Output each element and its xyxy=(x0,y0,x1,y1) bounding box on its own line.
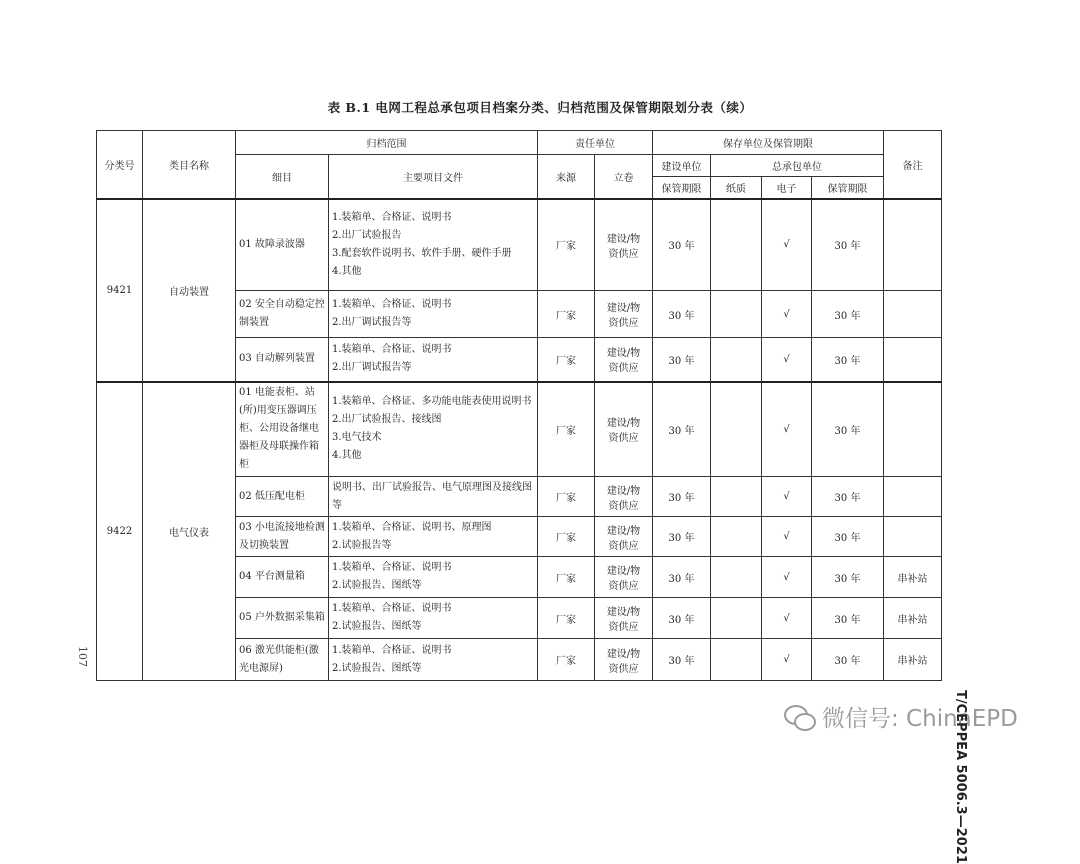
cell-source: 厂家 xyxy=(538,199,595,291)
header-retention: 保存单位及保管期限 xyxy=(653,131,884,155)
cell-remark: 串补站 xyxy=(884,557,942,598)
cell-electronic: √ xyxy=(762,382,812,477)
watermark xyxy=(782,700,1018,733)
wechat-icon xyxy=(782,703,816,731)
cell-electronic: √ xyxy=(762,517,812,557)
cell-class-no: 9421 xyxy=(97,199,143,382)
header-filing: 立卷 xyxy=(595,155,653,199)
cell-detail: 01 故障录波器 xyxy=(236,199,329,291)
cell-epc-keep: 30 年 xyxy=(812,477,884,517)
cell-detail: 01 电能表柜、站(所)用变压器调压柜、公用设备继电器柜及母联操作箱柜 xyxy=(236,382,329,477)
cell-main-docs: 1.装箱单、合格证、说明书 2.出厂试验报告 3.配套软件说明书、软件手册、硬件手册 4.其他 xyxy=(329,199,538,291)
header-paper: 纸质 xyxy=(711,177,762,199)
cell-detail: 03 自动解列装置 xyxy=(236,338,329,382)
page-number: 107 xyxy=(76,646,89,667)
cell-source: 厂家 xyxy=(538,291,595,338)
cell-paper xyxy=(711,639,762,681)
cell-remark xyxy=(884,199,942,291)
cell-build-keep: 30 年 xyxy=(653,291,711,338)
cell-filing: 建设/物资供应 xyxy=(595,382,653,477)
table-header xyxy=(97,131,942,199)
cell-epc-keep: 30 年 xyxy=(812,291,884,338)
cell-main-docs: 1.装箱单、合格证、说明书、原理图 2.试验报告等 xyxy=(329,517,538,557)
cell-paper xyxy=(711,338,762,382)
cell-electronic: √ xyxy=(762,639,812,681)
header-archive-scope: 归档范围 xyxy=(236,131,538,155)
cell-main-docs: 1.装箱单、合格证、说明书 2.出厂调试报告等 xyxy=(329,291,538,338)
header-keep-period: 保管期限 xyxy=(653,177,711,199)
cell-build-keep: 30 年 xyxy=(653,477,711,517)
cell-filing: 建设/物资供应 xyxy=(595,517,653,557)
cell-electronic: √ xyxy=(762,199,812,291)
cell-source: 厂家 xyxy=(538,382,595,477)
cell-remark xyxy=(884,291,942,338)
cell-epc-keep: 30 年 xyxy=(812,199,884,291)
cell-build-keep: 30 年 xyxy=(653,382,711,477)
cell-detail: 03 小电流接地检测及切换装置 xyxy=(236,517,329,557)
table-body xyxy=(97,199,942,681)
cell-source: 厂家 xyxy=(538,557,595,598)
cell-class-name: 自动装置 xyxy=(143,199,236,382)
header-epc-unit: 总承包单位 xyxy=(711,155,884,177)
cell-paper xyxy=(711,477,762,517)
cell-main-docs: 1.装箱单、合格证、说明书 2.试验报告、图纸等 xyxy=(329,557,538,598)
header-keep-period-2: 保管期限 xyxy=(812,177,884,199)
cell-main-docs: 1.装箱单、合格证、说明书 2.出厂调试报告等 xyxy=(329,338,538,382)
cell-epc-keep: 30 年 xyxy=(812,598,884,639)
header-detail: 细目 xyxy=(236,155,329,199)
cell-filing: 建设/物资供应 xyxy=(595,291,653,338)
cell-paper xyxy=(711,199,762,291)
cell-remark: 串补站 xyxy=(884,598,942,639)
cell-main-docs: 1.装箱单、合格证、说明书 2.试验报告、图纸等 xyxy=(329,639,538,681)
cell-build-keep: 30 年 xyxy=(653,517,711,557)
cell-remark xyxy=(884,517,942,557)
header-electronic: 电子 xyxy=(762,177,812,199)
cell-epc-keep: 30 年 xyxy=(812,639,884,681)
standard-code: T/CEPPEA 5006.3—2021 xyxy=(953,690,968,864)
header-responsible: 责任单位 xyxy=(538,131,653,155)
cell-class-name: 电气仪表 xyxy=(143,382,236,681)
table-row xyxy=(97,382,942,477)
table-row xyxy=(97,199,942,291)
cell-filing: 建设/物资供应 xyxy=(595,338,653,382)
header-remark: 备注 xyxy=(884,131,942,199)
cell-epc-keep: 30 年 xyxy=(812,382,884,477)
cell-filing: 建设/物资供应 xyxy=(595,639,653,681)
cell-detail: 02 安全自动稳定控制装置 xyxy=(236,291,329,338)
cell-electronic: √ xyxy=(762,338,812,382)
cell-class-no: 9422 xyxy=(97,382,143,681)
cell-paper xyxy=(711,382,762,477)
cell-electronic: √ xyxy=(762,477,812,517)
cell-remark xyxy=(884,477,942,517)
cell-electronic: √ xyxy=(762,598,812,639)
cell-remark: 串补站 xyxy=(884,639,942,681)
cell-filing: 建设/物资供应 xyxy=(595,598,653,639)
header-class-name: 类目名称 xyxy=(143,131,236,199)
cell-main-docs: 1.装箱单、合格证、多功能电能表使用说明书 2.出厂试验报告、接线图 3.电气技术 4.其他 xyxy=(329,382,538,477)
cell-detail: 02 低压配电柜 xyxy=(236,477,329,517)
cell-detail: 06 激光供能柜(激光电源屏) xyxy=(236,639,329,681)
cell-epc-keep: 30 年 xyxy=(812,557,884,598)
header-build-unit: 建设单位 xyxy=(653,155,711,177)
cell-detail: 04 平台测量箱 xyxy=(236,557,329,598)
cell-build-keep: 30 年 xyxy=(653,557,711,598)
cell-source: 厂家 xyxy=(538,639,595,681)
header-class-no: 分类号 xyxy=(97,131,143,199)
cell-source: 厂家 xyxy=(538,598,595,639)
cell-build-keep: 30 年 xyxy=(653,639,711,681)
cell-paper xyxy=(711,598,762,639)
archive-table xyxy=(96,130,942,681)
cell-filing: 建设/物资供应 xyxy=(595,199,653,291)
cell-epc-keep: 30 年 xyxy=(812,338,884,382)
cell-source: 厂家 xyxy=(538,517,595,557)
header-main-docs: 主要项目文件 xyxy=(329,155,538,199)
cell-detail: 05 户外数据采集箱 xyxy=(236,598,329,639)
watermark-text: 微信号: ChinaEPD xyxy=(822,706,1018,732)
cell-filing: 建设/物资供应 xyxy=(595,557,653,598)
cell-paper xyxy=(711,291,762,338)
cell-main-docs: 1.装箱单、合格证、说明书 2.试验报告、图纸等 xyxy=(329,598,538,639)
cell-build-keep: 30 年 xyxy=(653,199,711,291)
cell-paper xyxy=(711,557,762,598)
cell-remark xyxy=(884,338,942,382)
cell-build-keep: 30 年 xyxy=(653,338,711,382)
cell-source: 厂家 xyxy=(538,477,595,517)
cell-filing: 建设/物资供应 xyxy=(595,477,653,517)
cell-paper xyxy=(711,517,762,557)
table-title: 表 B.1 电网工程总承包项目档案分类、归档范围及保管期限划分表（续） xyxy=(327,100,753,115)
cell-electronic: √ xyxy=(762,557,812,598)
cell-remark xyxy=(884,382,942,477)
cell-build-keep: 30 年 xyxy=(653,598,711,639)
cell-electronic: √ xyxy=(762,291,812,338)
cell-main-docs: 说明书、出厂试验报告、电气原理图及接线图等 xyxy=(329,477,538,517)
cell-source: 厂家 xyxy=(538,338,595,382)
header-source: 来源 xyxy=(538,155,595,199)
cell-epc-keep: 30 年 xyxy=(812,517,884,557)
